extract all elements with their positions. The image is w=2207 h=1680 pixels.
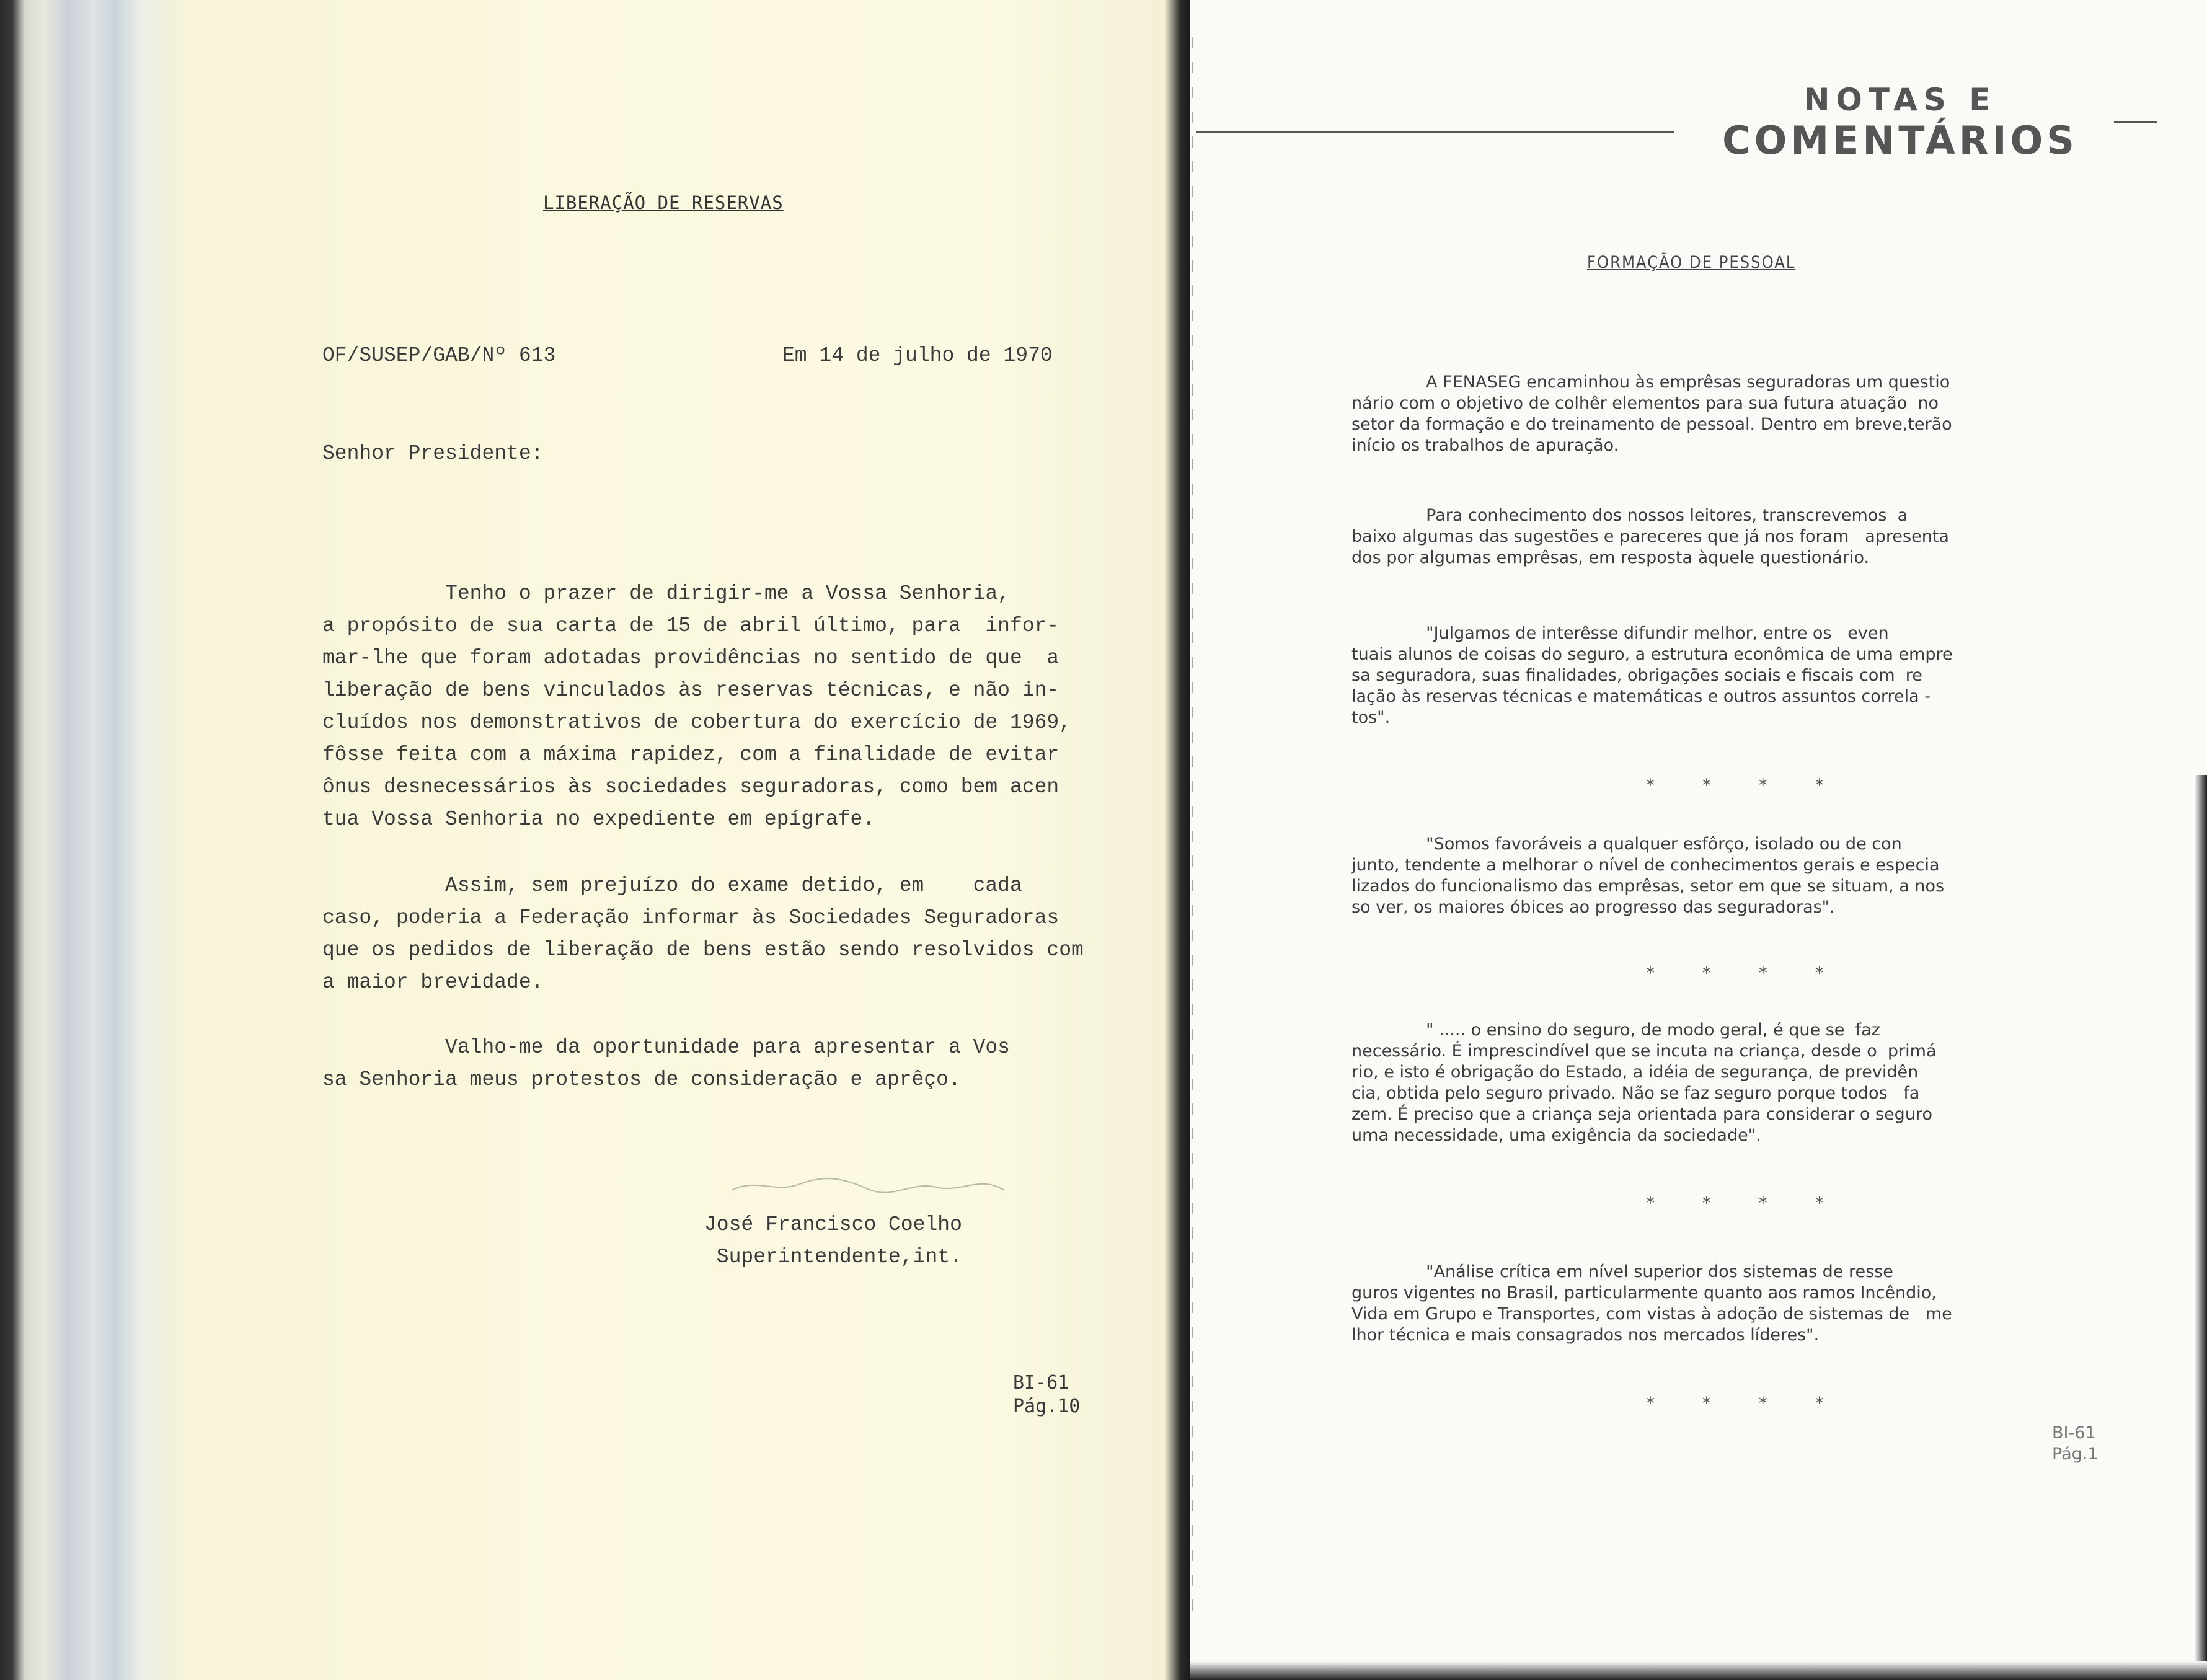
letter-date: Em 14 de julho de 1970 — [782, 344, 1053, 367]
article-paragraph-4: "Somos favoráveis a qualquer esfôrço, isolado ou de con junto, tendente a melhorar o nível de conhecimentos gerais e especia lizados do funcionalismo das emprêsas, setor em que se situam, a nos so ver, os maiores óbices ao progresso das seguradoras". — [1351, 834, 1945, 917]
separator-2: * * * * — [1646, 963, 1845, 983]
article-paragraph-1: A FENASEG encaminhou às emprêsas seguradoras um questio nário com o objetivo de colhêr elementos para sua futura atuação no setor da formação e do treinamento de pessoal. Dentro em breve,terão início os trabalhos de apuração. — [1351, 373, 1952, 455]
separator-3: * * * * — [1646, 1193, 1845, 1213]
section-banner — [1699, 81, 2102, 162]
binding-edge — [0, 0, 186, 1680]
letter-paragraph-1: Tenho o prazer de dirigir-me a Vossa Senhoria, a propósito de sua carta de 15 de abril último, para infor- mar-lhe que foram adotadas providências no sentido de que a liberação de bens vinculados às reservas técnicas, e não in- cluídos nos demonstrativos de cobertura do exercício de 1969, fôsse feita com a máxima rapidez, com a finalidade de evitar ônus desnecessários às sociedades seguradoras, como bem acen tua Vossa Senhoria no expediente em epígrafe. — [322, 582, 1071, 831]
article-paragraph-2: Para conhecimento dos nossos leitores, transcrevemos a baixo algumas das sugestões e pareceres que já nos foram apresenta dos por algumas emprêsas, em resposta àquele questionário. — [1351, 506, 1949, 567]
letter-paragraph-3: Valho-me da oportunidade para apresentar a Vos sa Senhoria meus protestos de consideração e aprêço. — [322, 1036, 1010, 1091]
left-page-code: BI-61 Pág.10 — [1013, 1372, 1081, 1417]
separator-1: * * * * — [1646, 775, 1845, 795]
banner-rule-left — [1196, 131, 1674, 133]
left-page — [186, 0, 1178, 1680]
banner-line-2: COMENTÁRIOS — [1722, 118, 2078, 163]
signatory: José Francisco Coelho Superintendente,int. — [704, 1213, 962, 1268]
right-page-bottom-edge — [1190, 1661, 2207, 1680]
article-paragraph-6: "Análise crítica em nível superior dos sistemas de resse guros vigentes no Brasil, particularmente quanto aos ramos Incêndio, Vida em Grupo e Transportes, com vistas à adoção de sistemas de me lhor técnica e mais consagrados nos mercados líderes". — [1351, 1262, 1952, 1345]
handwritten-signature — [719, 1165, 1017, 1203]
right-page-title: FORMAÇÃO DE PESSOAL — [1587, 253, 1796, 272]
article-paragraph-5: " ..... o ensino do seguro, de modo geral, é que se faz necessário. É imprescindível que se incuta na criança, desde o primá rio, e isto é obrigação do Estado, a idéia de segurança, de previdên cia, obtida pelo seguro privado. Não se faz seguro porque todos fa zem. É preciso que a criança seja orientada para considerar o seguro uma necessidade, uma exigência da sociedade". — [1351, 1020, 1937, 1145]
letter-paragraph-2: Assim, sem prejuízo do exame detido, em cada caso, poderia a Federação informar às Sociedades Seguradoras que os pedidos de liberação de bens estão sendo resolvidos com a maior brevidade. — [322, 874, 1084, 994]
left-page-title: LIBERAÇÃO DE RESERVAS — [543, 192, 784, 213]
reference-number: OF/SUSEP/GAB/Nº 613 — [322, 344, 556, 367]
banner-rule-right — [2114, 121, 2157, 123]
scan-artifact-line — [1192, 37, 1193, 1624]
separator-4: * * * * — [1646, 1393, 1845, 1413]
page-gutter — [1165, 0, 1190, 1680]
banner-line-1: NOTAS E — [1803, 82, 1997, 118]
article-paragraph-3: "Julgamos de interêsse difundir melhor, entre os even tuais alunos de coisas do seguro, a estrutura econômica de uma empre sa seguradora, suas finalidades, obrigações sociais e fiscais com re lação às reservas técnicas e matemáticas e outros assuntos correla - tos". — [1351, 624, 1953, 727]
right-page-code: BI-61 Pág.1 — [2052, 1423, 2099, 1464]
salutation: Senhor Presidente: — [322, 442, 544, 465]
right-page-edge — [2195, 775, 2207, 1680]
